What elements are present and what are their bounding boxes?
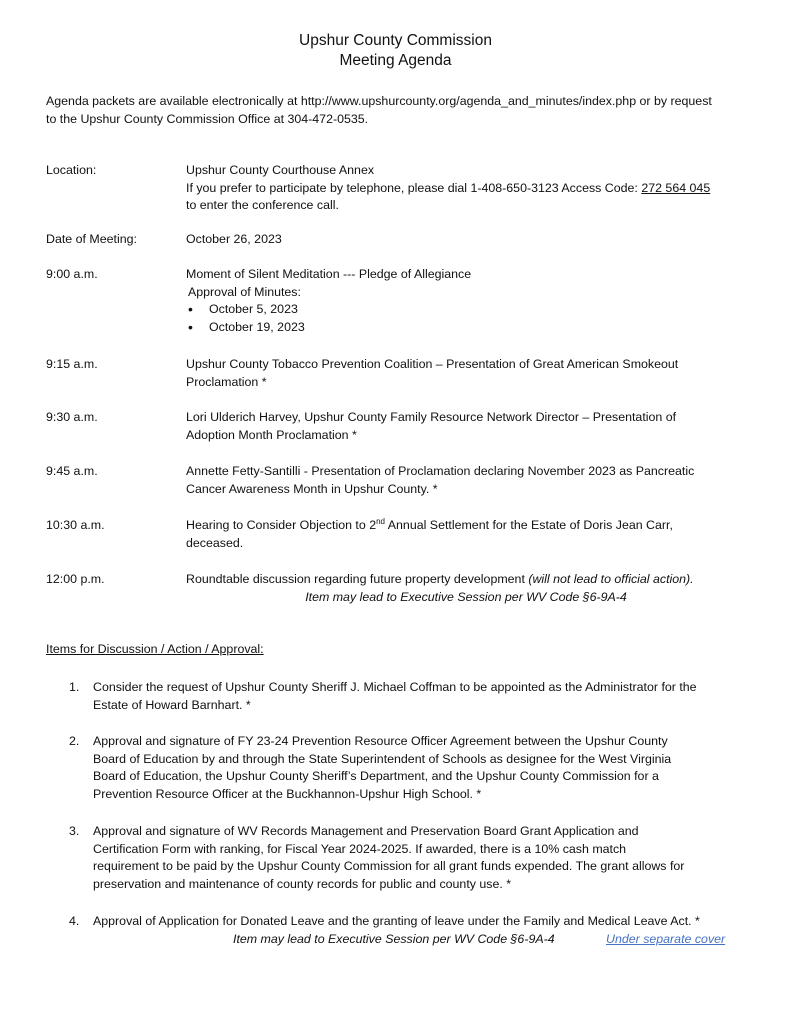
item-line: Board of Education by and through the State Superintendent of Schools as designee for the West Virginia (93, 751, 672, 766)
item-text (93, 733, 754, 803)
schedule-line: Adoption Month Proclamation * (186, 427, 357, 442)
schedule-line: Annette Fetty-Santilli - Presentation of Proclamation declaring November 2023 as Pancreatic (186, 464, 695, 478)
schedule-line: deceased. (186, 535, 244, 550)
schedule-text: Roundtable discussion regarding future property development (186, 572, 529, 586)
date-value: October 26, 2023 (186, 232, 282, 246)
item-text (93, 913, 754, 931)
intro-line: Agenda packets are available electronically at http://www.upshurcounty.org/agenda_and_minutes/index.php or by request (46, 94, 712, 108)
executive-session-note: Item may lead to Executive Session per WV Code §6-9A-4 (233, 932, 555, 946)
list-item (69, 733, 754, 803)
item-line: requirement to be paid by the Upshur County Commission for all grant funds expended. The grant allows for (93, 859, 685, 873)
schedule-line (186, 571, 746, 589)
schedule-line: Moment of Silent Meditation --- Pledge of Allegiance (186, 267, 472, 281)
item-line: Approval and signature of WV Records Management and Preservation Board Grant Application and (93, 824, 639, 838)
item-line: Approval and signature of FY 23-24 Prevention Resource Officer Agreement between the Upshur County (93, 734, 668, 748)
date-label: Date of Meeting: (46, 232, 137, 246)
list-item (69, 913, 754, 931)
schedule-entry (186, 463, 746, 498)
page-title: Upshur County Commission (299, 32, 492, 49)
item-number: 4. (69, 914, 80, 928)
item-line: Certification Form with ranking, for Fiscal Year 2024-2025. If awarded, there is a 10% cash match (93, 841, 627, 856)
phone-text: If you prefer to participate by telephone, please dial 1-408-650-3123 Access Code: (186, 180, 642, 195)
schedule-line: Upshur County Tobacco Prevention Coalition – Presentation of Great American Smokeout (186, 357, 679, 371)
location-label: Location: (46, 163, 97, 177)
item-number: 1. (69, 680, 80, 694)
page-subtitle: Meeting Agenda (339, 52, 452, 69)
separate-cover-link[interactable]: Under separate cover (606, 932, 726, 946)
item-line: Estate of Howard Barnhart. * (93, 697, 251, 712)
schedule-time: 10:30 a.m. (46, 518, 105, 532)
minutes-bullet: • October 5, 2023 (186, 301, 746, 319)
list-item (69, 823, 754, 893)
location-place: Upshur County Courthouse Annex (186, 163, 375, 177)
schedule-line: Cancer Awareness Month in Upshur County. * (186, 481, 438, 496)
schedule-time: 9:00 a.m. (46, 267, 98, 281)
schedule-time: 12:00 p.m. (46, 572, 105, 586)
schedule-note: (will not lead to official action). (528, 572, 694, 586)
schedule-entry (186, 356, 746, 391)
item-number: 2. (69, 734, 80, 748)
location-value (186, 162, 746, 215)
schedule-entry (186, 517, 746, 552)
intro-paragraph (46, 93, 756, 128)
phone-text-end: to enter the conference call. (186, 198, 339, 212)
section-heading: Items for Discussion / Action / Approval: (46, 642, 264, 656)
item-line: Prevention Resource Officer at the Buckhannon-Upshur High School. * (93, 786, 482, 801)
item-number: 3. (69, 824, 80, 838)
access-code: 272 564 045 (641, 180, 711, 195)
schedule-time: 9:15 a.m. (46, 357, 98, 371)
executive-session-note: Item may lead to Executive Session per WV Code §6-9A-4 (305, 589, 627, 604)
schedule-line: Approval of Minutes: (188, 284, 301, 299)
list-item (69, 679, 754, 714)
schedule-text: Hearing to Consider Objection to 2 (186, 518, 377, 532)
schedule-time: 9:45 a.m. (46, 464, 98, 478)
schedule-entry (186, 571, 746, 606)
item-line: preservation and maintenance of county records for public and county use. * (93, 876, 512, 891)
schedule-entry (186, 266, 746, 336)
schedule-time: 9:30 a.m. (46, 410, 98, 424)
schedule-entry (186, 409, 746, 444)
item-line: Consider the request of Upshur County Sheriff J. Michael Coffman to be appointed as the Administrator for the (93, 680, 697, 694)
schedule-text: Annual Settlement for the Estate of Doris Jean Carr, (385, 518, 673, 532)
item-line: Approval of Application for Donated Leave and the granting of leave under the Family and Medical Leave Act. * (93, 914, 700, 928)
schedule-line: Lori Ulderich Harvey, Upshur County Family Resource Network Director – Presentation of (186, 410, 677, 424)
minutes-bullet: • October 19, 2023 (186, 319, 746, 337)
intro-line: to the Upshur County Commission Office at 304-472-0535. (46, 111, 369, 126)
item-text (93, 679, 754, 714)
item-line: Board of Education, the Upshur County Sheriff’s Department, and the Upshur County Commission for a (93, 769, 659, 783)
schedule-line: Proclamation * (186, 374, 267, 389)
ordinal-suffix: nd (376, 516, 386, 526)
phone-instructions (186, 180, 746, 198)
item-text (93, 823, 754, 893)
schedule-line (186, 517, 746, 535)
